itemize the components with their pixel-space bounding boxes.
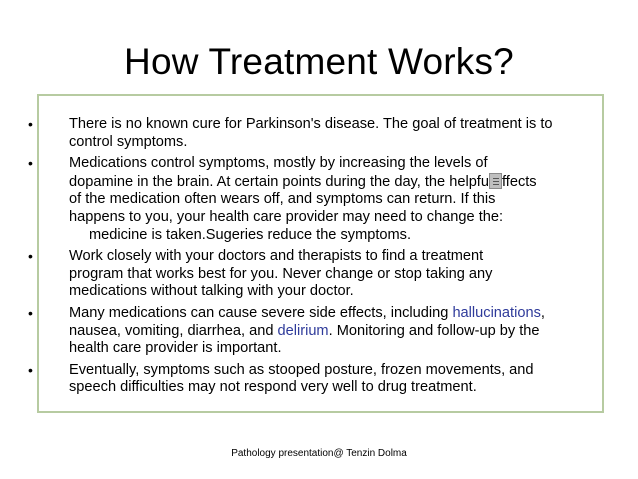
bullet-dot: • <box>28 361 33 378</box>
bullet-dot: • <box>28 155 33 172</box>
bullet-text: Many medications can cause severe side effects, including hallucinations, nausea, vomiting, diarrhea, and delirium. Monitoring and follow-up by the health care provider is important. <box>69 304 545 357</box>
bullet-item <box>28 362 618 397</box>
bullet-text: Work closely with your doctors and therapists to find a treatment program that works best for you. Never change or stop taking any medications without talking with your doctor. <box>69 248 493 300</box>
clipboard-icon[interactable] <box>489 173 502 189</box>
footer-credit: Pathology presentation@ Tenzin Dolma <box>231 448 407 459</box>
delirium-link[interactable]: delirium <box>277 322 329 339</box>
bullet-item <box>28 116 618 151</box>
bullet-dot: • <box>28 304 33 321</box>
slide-title: How Treatment Works? <box>124 41 514 82</box>
bullet-list <box>28 116 618 401</box>
bullet-item <box>28 248 618 301</box>
bullet-item <box>28 305 618 358</box>
bullet-item <box>28 155 618 244</box>
bullet-dot: • <box>28 248 33 265</box>
bullet-dot: • <box>28 116 33 132</box>
bullet-text: There is no known cure for Parkinson's disease. The goal of treatment is to control symptoms. <box>69 116 553 150</box>
bullet-text: Medications control symptoms, mostly by increasing the levels of dopamine in the brain. At certain points during the day, the helpfu ffects of the medication often wears off, and symptoms can return. If this happens to you, your health care provider may need to change the: <box>69 155 537 225</box>
bullet-text: Eventually, symptoms such as stooped posture, frozen movements, and speech difficulties may not respond very well to drug treatment. <box>69 361 534 396</box>
bullet-continuation: medicine is taken.Sugeries reduce the symptoms. <box>89 226 412 243</box>
hallucinations-link[interactable]: hallucinations <box>452 304 541 321</box>
